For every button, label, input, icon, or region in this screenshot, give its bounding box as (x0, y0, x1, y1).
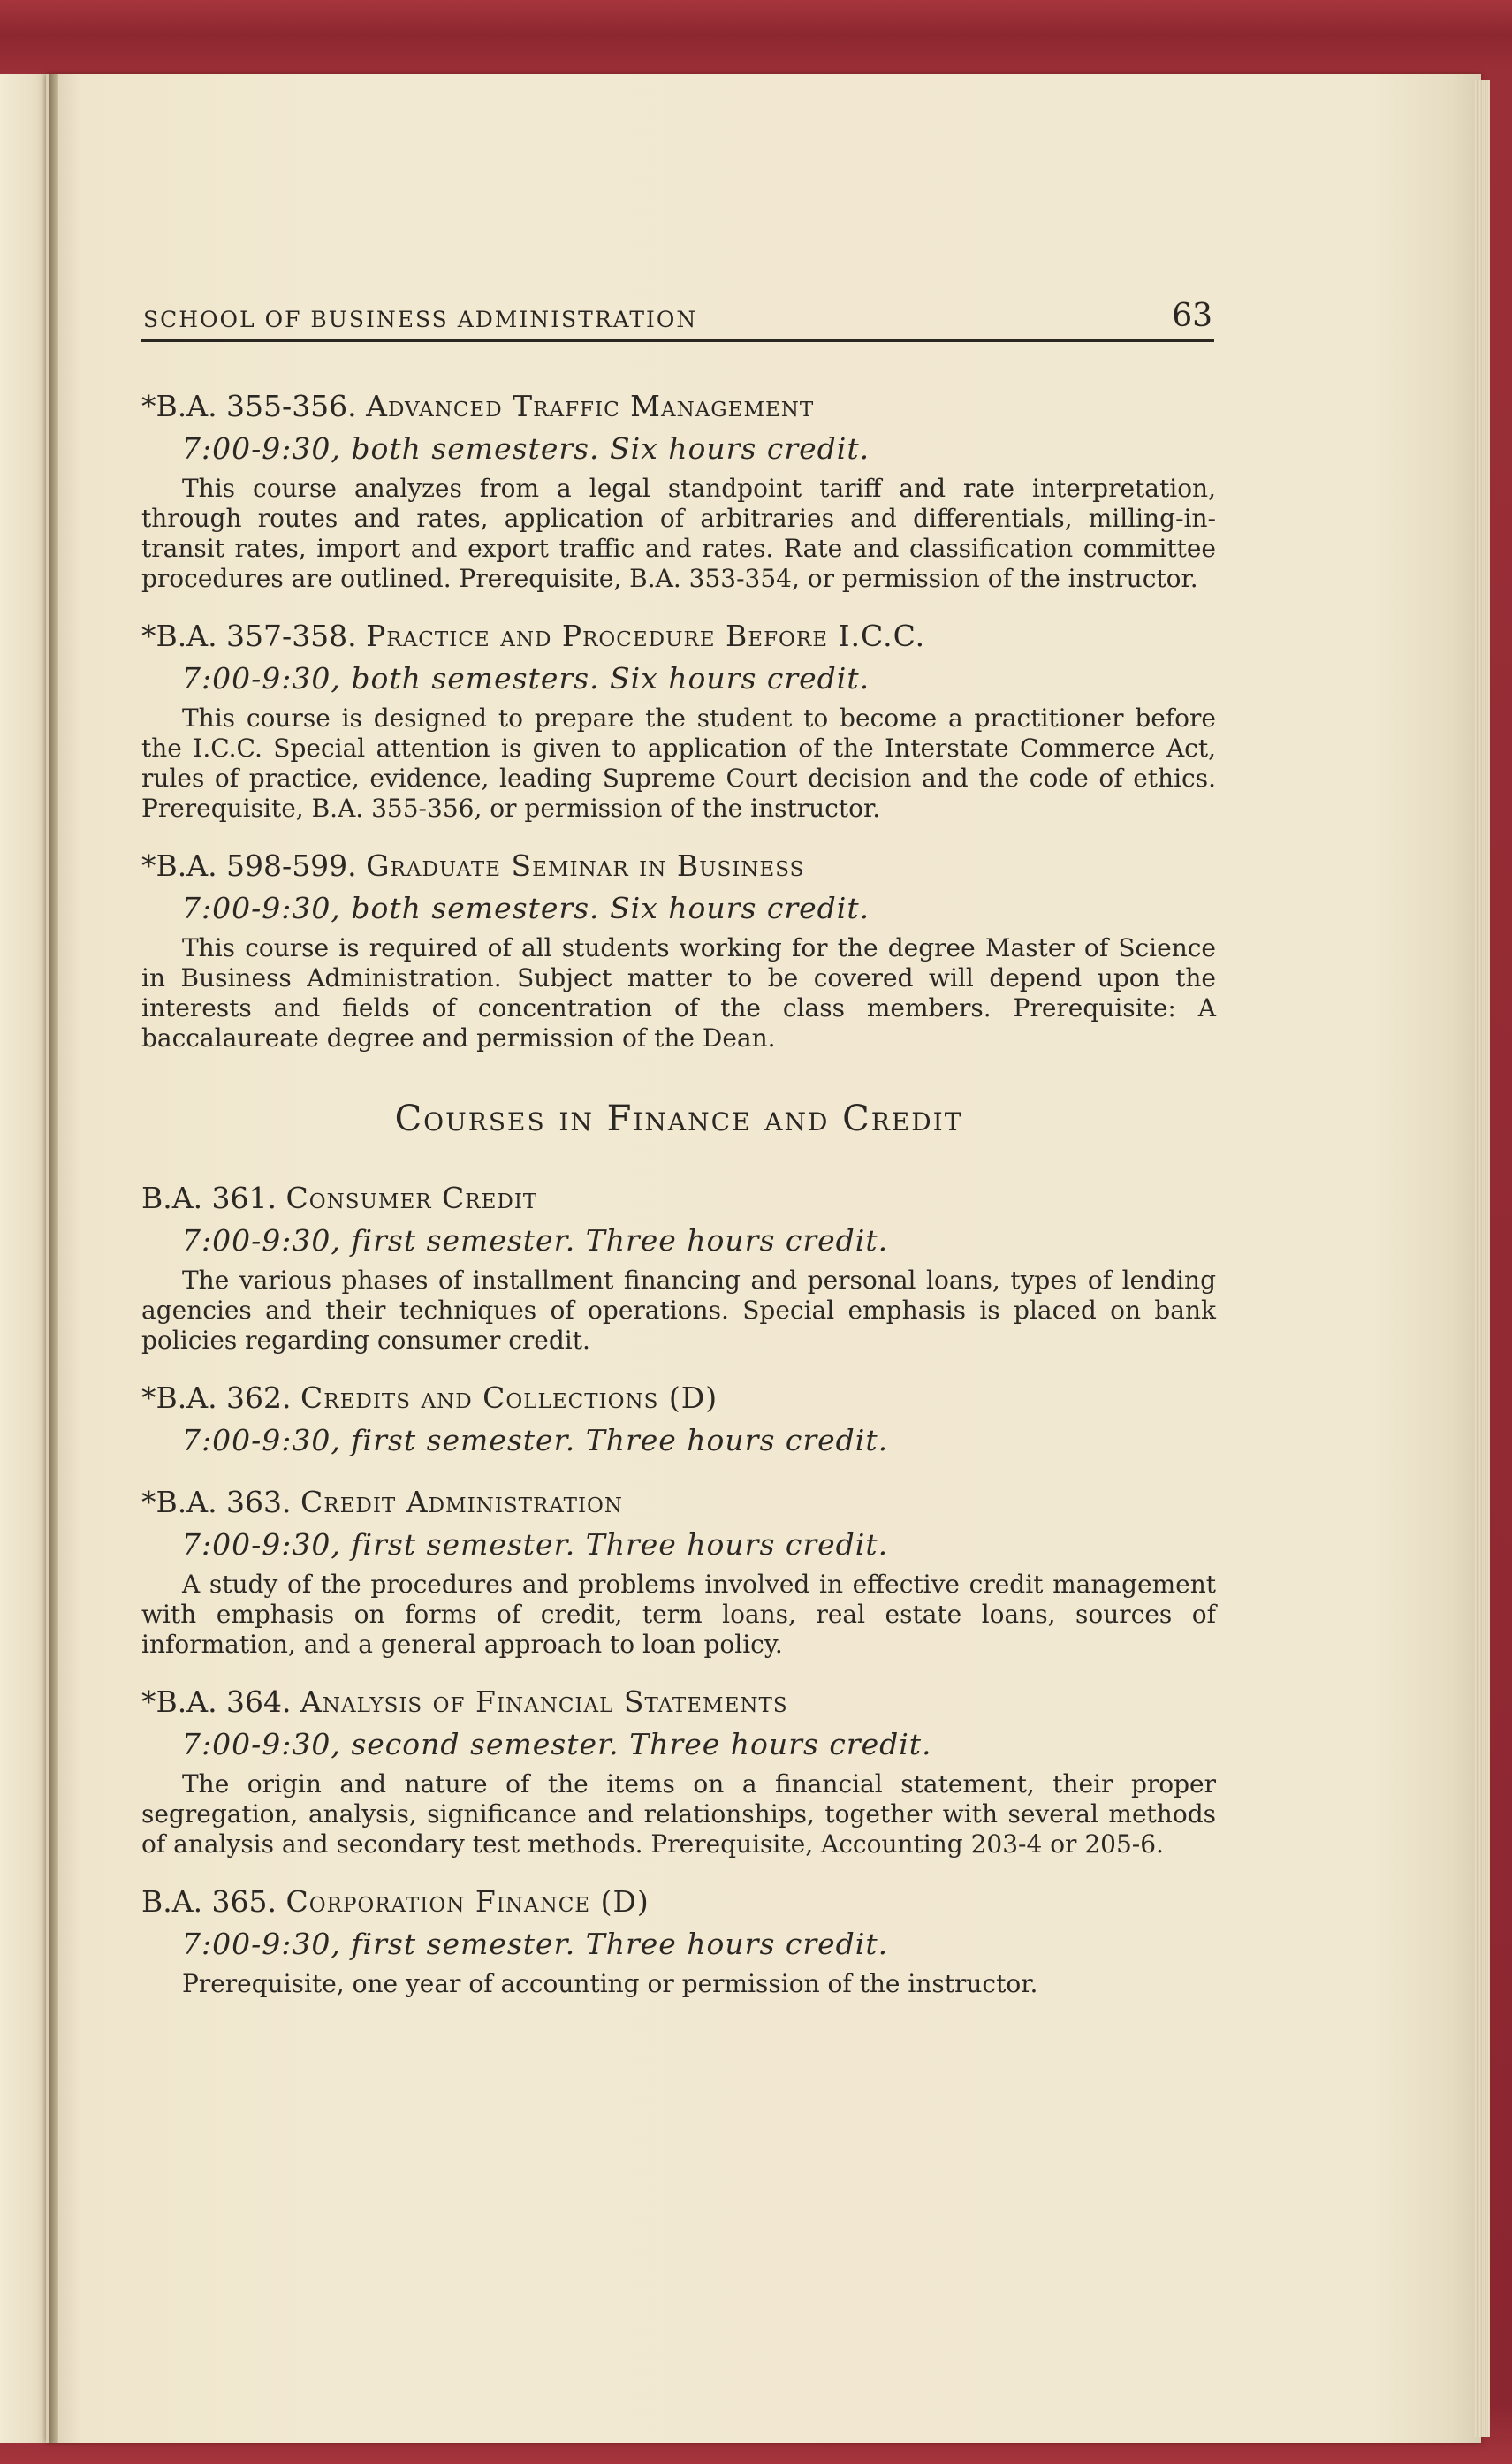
course-schedule: 7:00-9:30, both semesters. Six hours credit. (182, 891, 870, 925)
course-schedule: 7:00-9:30, both semesters. Six hours credit. (182, 431, 870, 466)
course-name: Practice and Procedure Before I.C.C. (366, 619, 926, 653)
page-number: 63 (1172, 298, 1212, 334)
course-entry (141, 617, 1216, 824)
course-title (141, 1179, 1216, 1218)
course-title (141, 1683, 1216, 1722)
course-description: Prerequisite, one year of accounting or permission of the instructor. (182, 1969, 1038, 1998)
course-description: The origin and nature of the items on a financial statement, their proper segregation, analysis, significance and relationships, together with several methods of analysis and secondary test methods. Prerequisite, Accounting 203-4 or 205-6. (141, 1769, 1216, 1859)
course-description: This course is required of all students working for the degree Master of Science in Business Administration. Subject matter to be covered will depend upon the interests and fields of concentration of the class members. Prerequisite: A baccalaureate degree and permission of the Dean. (141, 933, 1216, 1053)
course-schedule: 7:00-9:30, first semester. Three hours credit. (182, 1927, 889, 1961)
course-name: Consumer Credit (285, 1181, 538, 1215)
course-schedule: 7:00-9:30, first semester. Three hours credit. (182, 1423, 889, 1457)
course-code: *B.A. 362. (141, 1380, 292, 1415)
course-name: Advanced Traffic Management (366, 389, 815, 423)
course-name: Credits and Collections (D) (300, 1380, 718, 1415)
course-entry (141, 1179, 1216, 1356)
section-heading: Courses in Finance and Credit (394, 1099, 963, 1139)
course-code: *B.A. 598-599. (141, 848, 357, 883)
course-entry (141, 847, 1216, 1053)
course-entry (141, 1379, 1216, 1460)
course-title (141, 617, 1216, 656)
course-name: Corporation Finance (D) (285, 1884, 650, 1919)
page-content (141, 387, 1216, 2022)
course-description: This course is designed to prepare the student to become a practitioner before the I.C.C. Special attention is given to application of the Interstate Commerce Act, rules of practice, evidence, leading Supreme Court decision and the code of ethics. Prerequisite, B.A. 355-356, or permission of the instructor. (141, 703, 1216, 823)
page-header (141, 288, 1214, 342)
course-code: B.A. 365. (141, 1884, 277, 1919)
course-entry (141, 1882, 1216, 1999)
course-title (141, 1379, 1216, 1418)
course-entry (141, 1483, 1216, 1660)
course-name: Credit Administration (300, 1485, 624, 1519)
page-stack-edge (1474, 80, 1490, 2437)
course-title (141, 1483, 1216, 1522)
course-schedule: 7:00-9:30, second semester. Three hours credit. (182, 1727, 932, 1761)
course-schedule: 7:00-9:30, both semesters. Six hours credit. (182, 661, 870, 696)
course-code: *B.A. 355-356. (141, 389, 357, 423)
course-description: The various phases of installment financing and personal loans, types of lending agencies and their techniques of operations. Special emphasis is placed on bank policies regarding consumer credit. (141, 1266, 1216, 1355)
course-code: B.A. 361. (141, 1181, 277, 1215)
course-schedule: 7:00-9:30, first semester. Three hours credit. (182, 1223, 889, 1258)
course-title (141, 387, 1216, 426)
gutter (49, 74, 58, 2443)
course-name: Graduate Seminar in Business (366, 848, 805, 883)
course-description: This course analyzes from a legal standpoint tariff and rate interpretation, through routes and rates, application of arbitraries and differentials, milling-in-transit rates, import and export traffic and rates. Rate and classification committee procedures are outlined. Prerequisite, B.A. 353-354, or permission of the instructor. (141, 474, 1216, 593)
course-title (141, 847, 1216, 886)
course-code: *B.A. 357-358. (141, 619, 357, 653)
course-code: *B.A. 363. (141, 1485, 292, 1519)
course-entry (141, 1683, 1216, 1859)
course-code: *B.A. 364. (141, 1684, 292, 1719)
course-schedule: 7:00-9:30, first semester. Three hours credit. (182, 1527, 889, 1562)
course-title (141, 1882, 1216, 1921)
course-entry (141, 387, 1216, 594)
course-name: Analysis of Financial Statements (300, 1684, 788, 1719)
running-head: SCHOOL OF BUSINESS ADMINISTRATION (143, 307, 698, 332)
course-description: A study of the procedures and problems involved in effective credit management with emphasis on forms of credit, term loans, real estate loans, sources of information, and a general approach to loan policy. (141, 1570, 1216, 1659)
